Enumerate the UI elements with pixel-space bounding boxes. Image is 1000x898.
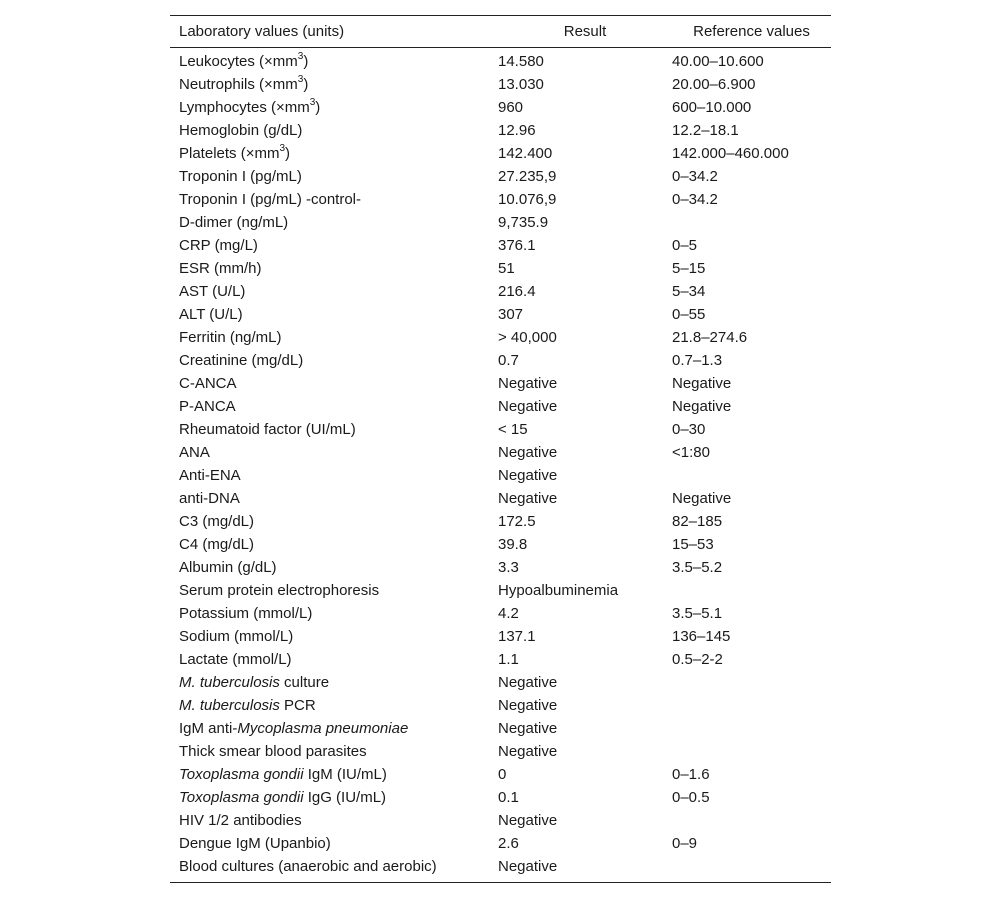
reference-cell: 142.000‒460.000	[672, 145, 789, 162]
reference-cell: 82‒185	[672, 513, 723, 530]
result-cell: Negative	[498, 812, 558, 829]
parameter-cell	[170, 533, 498, 556]
parameter-cell	[170, 579, 498, 602]
result-cell: 13.030	[498, 76, 544, 93]
parameter-text: M. tuberculosis	[179, 674, 280, 691]
result-cell: 172.5	[498, 513, 536, 530]
table-row	[170, 602, 831, 625]
reference-cell: 0‒55	[672, 306, 706, 323]
table-row	[170, 165, 831, 188]
table-row	[170, 556, 831, 579]
unit-superscript: 3	[297, 51, 304, 62]
parameter-text: AST (U/L)	[179, 283, 246, 300]
parameter-cell	[170, 326, 498, 349]
parameter-text: PCR	[279, 697, 316, 714]
parameter-cell	[170, 556, 498, 579]
result-cell: 10.076,9	[498, 191, 557, 208]
parameter-cell	[170, 73, 498, 96]
parameter-text: Leukocytes (×mm	[179, 53, 298, 70]
parameter-cell	[170, 96, 498, 119]
parameter-text: Troponin I (pg/mL) -control-	[179, 191, 362, 208]
reference-cell: Negative	[672, 490, 732, 507]
parameter-text: IgM (IU/mL)	[303, 766, 387, 783]
parameter-cell	[170, 510, 498, 533]
unit-superscript: 3	[309, 97, 316, 108]
parameter-cell	[170, 855, 498, 883]
table-header	[170, 16, 831, 48]
parameter-text: Mycoplasma pneumoniae	[237, 720, 409, 737]
reference-cell: 3.5‒5.1	[672, 605, 723, 622]
parameter-cell	[170, 372, 498, 395]
table-row	[170, 418, 831, 441]
parameter-cell	[170, 349, 498, 372]
result-cell: Negative	[498, 375, 558, 392]
parameter-text: ANA	[179, 444, 210, 461]
parameter-cell	[170, 188, 498, 211]
table-row	[170, 188, 831, 211]
parameter-cell	[170, 280, 498, 303]
reference-cell: 600‒10.000	[672, 99, 752, 116]
parameter-text: Rheumatoid factor (UI/mL)	[179, 421, 356, 438]
reference-cell: 5‒34	[672, 283, 706, 300]
parameter-cell	[170, 418, 498, 441]
reference-cell: 0.7‒1.3	[672, 352, 723, 369]
reference-cell: Negative	[672, 398, 732, 415]
parameter-text: C4 (mg/dL)	[179, 536, 255, 553]
result-cell: 216.4	[498, 283, 536, 300]
parameter-cell	[170, 786, 498, 809]
table-row	[170, 625, 831, 648]
result-cell: 0.7	[498, 352, 519, 369]
parameter-text: Platelets (×mm	[179, 145, 280, 162]
parameter-text: ALT (U/L)	[179, 306, 243, 323]
parameter-cell	[170, 303, 498, 326]
result-cell: Negative	[498, 697, 558, 714]
result-cell: Hypoalbuminemia	[498, 582, 619, 599]
parameter-text: Lactate (mmol/L)	[179, 651, 292, 668]
table-row	[170, 533, 831, 556]
parameter-cell	[170, 257, 498, 280]
result-cell: Negative	[498, 398, 558, 415]
result-cell: 51	[498, 260, 515, 277]
result-cell: Negative	[498, 490, 558, 507]
table-row	[170, 326, 831, 349]
table-row	[170, 855, 831, 883]
table-row	[170, 487, 831, 510]
parameter-cell	[170, 740, 498, 763]
parameter-text: Thick smear blood parasites	[179, 743, 367, 760]
parameter-text: IgM anti-	[179, 720, 238, 737]
parameter-text: D-dimer (ng/mL)	[179, 214, 289, 231]
table-row	[170, 763, 831, 786]
parameter-text: CRP (mg/L)	[179, 237, 258, 254]
table-row	[170, 510, 831, 533]
result-cell: Negative	[498, 674, 558, 691]
parameter-cell	[170, 809, 498, 832]
reference-cell: 0‒34.2	[672, 191, 718, 208]
reference-cell: 0‒34.2	[672, 168, 718, 185]
reference-cell	[672, 211, 831, 234]
result-cell: Negative	[498, 444, 558, 461]
reference-cell: 0‒9	[672, 835, 698, 852]
parameter-cell	[170, 671, 498, 694]
result-cell: 307	[498, 306, 524, 323]
reference-cell: 0.5‒2-2	[672, 651, 723, 668]
unit-superscript: 3	[297, 74, 304, 85]
parameter-text: anti-DNA	[179, 490, 240, 507]
parameter-cell	[170, 48, 498, 74]
reference-cell: <1:80	[672, 444, 710, 461]
table-row	[170, 809, 831, 832]
unit-superscript: 3	[279, 143, 286, 154]
table-row	[170, 464, 831, 487]
parameter-text: )	[303, 53, 309, 70]
reference-cell	[672, 464, 831, 487]
reference-cell	[672, 740, 831, 763]
table-row	[170, 395, 831, 418]
reference-cell: 21.8‒274.6	[672, 329, 748, 346]
table-row	[170, 717, 831, 740]
table-row	[170, 441, 831, 464]
table-row	[170, 671, 831, 694]
table-row	[170, 740, 831, 763]
table-row	[170, 303, 831, 326]
parameter-text: )	[315, 99, 321, 116]
reference-cell: 136‒145	[672, 628, 731, 645]
parameter-text: culture	[279, 674, 330, 691]
result-cell: Negative	[498, 743, 558, 760]
parameter-cell	[170, 464, 498, 487]
result-cell: 9,735.9	[498, 214, 549, 231]
reference-cell	[672, 694, 831, 717]
result-cell: 4.2	[498, 605, 519, 622]
table-row	[170, 694, 831, 717]
reference-cell: 15‒53	[672, 536, 714, 553]
table-row	[170, 349, 831, 372]
result-cell: 14.580	[498, 53, 544, 70]
parameter-cell	[170, 165, 498, 188]
parameter-cell	[170, 487, 498, 510]
result-cell: Negative	[498, 467, 558, 484]
result-cell: 1.1	[498, 651, 519, 668]
parameter-cell	[170, 441, 498, 464]
result-cell: 12.96	[498, 122, 536, 139]
parameter-text: M. tuberculosis	[179, 697, 280, 714]
parameter-text: Troponin I (pg/mL)	[179, 168, 302, 185]
table-row	[170, 579, 831, 602]
result-cell: > 40,000	[498, 329, 557, 346]
reference-cell	[672, 579, 831, 602]
result-cell: 376.1	[498, 237, 536, 254]
result-cell: 27.235,9	[498, 168, 557, 185]
reference-cell	[672, 809, 831, 832]
reference-cell: Negative	[672, 375, 732, 392]
result-cell: 0	[498, 766, 507, 783]
result-cell: 142.400	[498, 145, 553, 162]
parameter-cell	[170, 395, 498, 418]
reference-cell: 40.00‒10.600	[672, 53, 764, 70]
table-row	[170, 257, 831, 280]
parameter-text: HIV 1/2 antibodies	[179, 812, 302, 829]
parameter-cell	[170, 602, 498, 625]
parameter-text: )	[303, 76, 309, 93]
parameter-cell	[170, 142, 498, 165]
result-cell: 0.1	[498, 789, 519, 806]
result-cell: Negative	[498, 855, 672, 883]
parameter-text: Blood cultures (anaerobic and aerobic)	[179, 858, 437, 875]
parameter-text: C-ANCA	[179, 375, 237, 392]
table-row	[170, 832, 831, 855]
result-cell: 39.8	[498, 536, 528, 553]
parameter-text: P-ANCA	[179, 398, 236, 415]
result-cell: < 15	[498, 421, 528, 438]
reference-cell: 0‒1.6	[672, 766, 710, 783]
parameter-text: Albumin (g/dL)	[179, 559, 277, 576]
header-parameter: Laboratory values (units)	[170, 16, 498, 48]
parameter-cell	[170, 648, 498, 671]
result-cell: Negative	[498, 720, 558, 737]
reference-cell: 5‒15	[672, 260, 706, 277]
table-row	[170, 280, 831, 303]
reference-cell	[672, 717, 831, 740]
table-row	[170, 372, 831, 395]
table-row	[170, 648, 831, 671]
parameter-text: Creatinine (mg/dL)	[179, 352, 304, 369]
table-row	[170, 142, 831, 165]
header-reference: Reference values	[672, 16, 831, 48]
parameter-text: Sodium (mmol/L)	[179, 628, 294, 645]
parameter-cell	[170, 694, 498, 717]
parameter-text: Lymphocytes (×mm	[179, 99, 310, 116]
parameter-text: Toxoplasma gondii	[179, 766, 304, 783]
table-row	[170, 211, 831, 234]
table-row	[170, 73, 831, 96]
parameter-text: IgG (IU/mL)	[303, 789, 387, 806]
parameter-text: Dengue IgM (Upanbio)	[179, 835, 331, 852]
table-row	[170, 96, 831, 119]
parameter-text: Anti-ENA	[179, 467, 241, 484]
parameter-text: Neutrophils (×mm	[179, 76, 298, 93]
header-row	[170, 16, 831, 48]
table-row	[170, 786, 831, 809]
table-row	[170, 48, 831, 74]
parameter-cell	[170, 211, 498, 234]
reference-cell: 3.5‒5.2	[672, 559, 723, 576]
table-row	[170, 119, 831, 142]
parameter-text: )	[285, 145, 291, 162]
result-cell: 2.6	[498, 835, 519, 852]
parameter-text: Serum protein electrophoresis	[179, 582, 380, 599]
parameter-cell	[170, 234, 498, 257]
parameter-text: Hemoglobin (g/dL)	[179, 122, 303, 139]
result-cell: 960	[498, 99, 524, 116]
reference-cell: 0‒0.5	[672, 789, 710, 806]
header-result: Result	[498, 16, 672, 48]
reference-cell: 0‒30	[672, 421, 706, 438]
reference-cell: 12.2‒18.1	[672, 122, 739, 139]
reference-cell: 0‒5	[672, 237, 698, 254]
parameter-text: Potassium (mmol/L)	[179, 605, 313, 622]
table-body	[170, 48, 831, 883]
reference-cell: 20.00‒6.900	[672, 76, 756, 93]
result-cell: 3.3	[498, 559, 519, 576]
result-cell: 137.1	[498, 628, 536, 645]
table-row	[170, 234, 831, 257]
lab-values-table	[170, 15, 831, 883]
parameter-cell	[170, 763, 498, 786]
parameter-text: Ferritin (ng/mL)	[179, 329, 282, 346]
parameter-text: Toxoplasma gondii	[179, 789, 304, 806]
parameter-cell	[170, 119, 498, 142]
parameter-cell	[170, 832, 498, 855]
parameter-text: ESR (mm/h)	[179, 260, 262, 277]
parameter-cell	[170, 625, 498, 648]
parameter-cell	[170, 717, 498, 740]
reference-cell	[672, 671, 831, 694]
parameter-text: C3 (mg/dL)	[179, 513, 255, 530]
reference-cell	[672, 855, 831, 883]
